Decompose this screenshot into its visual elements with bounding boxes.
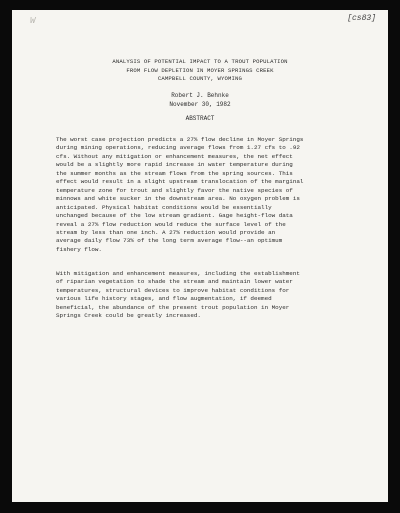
title-line: FROM FLOW DEPLETION IN MOYER SPRINGS CREEK bbox=[126, 66, 274, 74]
author-name: Robert J. Behnke bbox=[171, 92, 229, 99]
text-line: The worst case projection predicts a 27% flow decline in Moyer Springs bbox=[56, 136, 304, 143]
text-line: would be a slightly more rapid increase in water temperature during bbox=[56, 161, 293, 169]
text-line: Springs Creek could be greatly increased. bbox=[56, 312, 201, 320]
abstract-heading: ABSTRACT bbox=[185, 115, 215, 122]
text-line: the summer months as the stream flows from the spring sources. This bbox=[56, 169, 293, 177]
abstract-paragraph-2 bbox=[56, 270, 350, 321]
text-line: effect would result in a slight upstream translocation of the marginal bbox=[56, 178, 304, 186]
document-date: November 30, 1982 bbox=[169, 101, 231, 108]
title-line: CAMPBELL COUNTY, WYOMING bbox=[157, 75, 243, 83]
author-block bbox=[12, 91, 388, 109]
archive-stamp: [cs83] bbox=[347, 14, 376, 23]
text-line: reveal a 27% flow reduction would reduce the surface level of the bbox=[56, 220, 286, 228]
text-line: unchanged because of the low stream gradient. Gage height-flow data bbox=[56, 212, 293, 220]
text-line: beneficial, the abundance of the present trout population in Moyer bbox=[56, 303, 290, 311]
text-line: various life history stages, and flow augmentation, if deemed bbox=[56, 295, 272, 303]
abstract-paragraph-1 bbox=[56, 136, 350, 254]
text-line: minnows and white sucker in the downstream area. No oxygen problem is bbox=[56, 195, 300, 203]
text-line: temperatures, structural devices to improve habitat conditions for bbox=[56, 286, 290, 294]
text-line: temperature zone for trout and slightly favor the native species of bbox=[56, 186, 293, 194]
text-line: stream by less than one inch. A 27% reduction would provide an bbox=[56, 228, 276, 236]
text-line: anticipated. Physical habitat conditions would be essentially bbox=[56, 203, 272, 211]
document-page bbox=[12, 10, 388, 502]
corner-handwritten-mark: W bbox=[30, 16, 36, 26]
text-line: cfs. Without any mitigation or enhancement measures, the net effect bbox=[56, 152, 293, 160]
title-line: ANALYSIS OF POTENTIAL IMPACT TO A TROUT POPULATION bbox=[112, 58, 288, 65]
text-line: of riparian vegetation to shade the stream and maintain lower water bbox=[56, 278, 293, 286]
document-title bbox=[12, 58, 388, 84]
text-line: average daily flow 73% of the long term average flow--an optimum bbox=[56, 237, 283, 245]
text-line: fishery flow. bbox=[56, 245, 102, 253]
text-line: With mitigation and enhancement measures, including the establishment bbox=[56, 270, 300, 277]
text-line: during mining operations, reducing average flows from 1.27 cfs to .92 bbox=[56, 144, 300, 152]
